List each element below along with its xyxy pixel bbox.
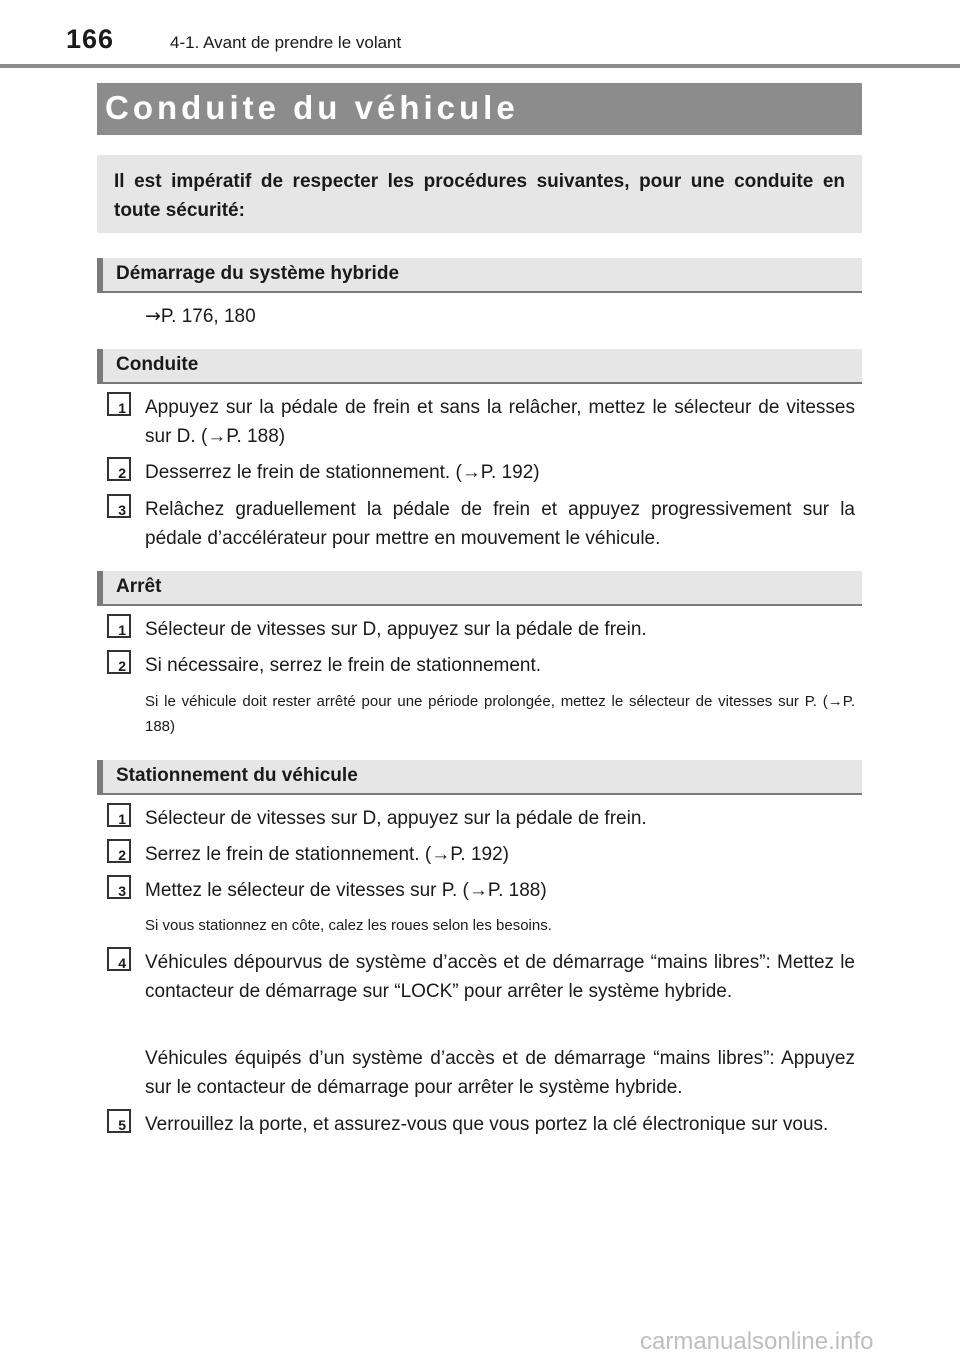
step-badge: 2	[107, 457, 131, 481]
arret-note: Si le véhicule doit rester arrêté pour une période prolongée, mettez le sélecteur de vitesses sur P. (→P. 188)	[145, 693, 855, 735]
watermark: carmanualsonline.info	[640, 1328, 874, 1355]
step-text: Desserrez le frein de stationnement. (→P. 192)	[145, 462, 540, 483]
step-badge: 1	[107, 614, 131, 638]
step-text: Véhicules dépourvus de système d’accès et de démarrage “mains libres”: Mettez le contacteur de démarrage sur “LOCK” pour arrêter le système hybride.	[145, 952, 855, 1002]
section-heading-stationnement: Stationnement du véhicule	[97, 760, 862, 795]
step-badge: 3	[107, 875, 131, 899]
step-badge: 3	[107, 494, 131, 518]
demarrage-reference	[145, 302, 855, 331]
section-heading-conduite: Conduite	[97, 349, 862, 384]
intro-box: Il est impératif de respecter les procédures suivantes, pour une conduite en toute sécurité:	[97, 155, 862, 233]
demarrage-ref-text: P. 176, 180	[160, 306, 256, 327]
step-text: Serrez le frein de stationnement. (→P. 192)	[145, 844, 510, 865]
breadcrumb: 4-1. Avant de prendre le volant	[170, 33, 402, 52]
section-heading-arret: Arrêt	[97, 571, 862, 606]
arrow-icon: →	[145, 305, 161, 327]
step-badge: 1	[107, 392, 131, 416]
step-text-continued: Véhicules équipés d’un système d’accès et de démarrage “mains libres”: Appuyez sur le contacteur de démarrage pour arrêter le système hybride.	[145, 1048, 855, 1098]
step-text: Verrouillez la porte, et assurez-vous que vous portez la clé électronique sur vous.	[145, 1114, 829, 1135]
step-badge: 5	[107, 1109, 131, 1133]
step-text: Sélecteur de vitesses sur D, appuyez sur la pédale de frein.	[145, 619, 647, 640]
step-text: Mettez le sélecteur de vitesses sur P. (→P. 188)	[145, 880, 547, 901]
step-text: Relâchez graduellement la pédale de frein et appuyez progressivement sur la pédale d’accélérateur pour mettre en mouvement le véhicule.	[145, 499, 855, 549]
stationnement-note: Si vous stationnez en côte, calez les roues selon les besoins.	[145, 917, 552, 934]
page-number: 166	[66, 24, 115, 54]
step-badge: 2	[107, 650, 131, 674]
step-text: Sélecteur de vitesses sur D, appuyez sur la pédale de frein.	[145, 808, 647, 829]
step-text: Si nécessaire, serrez le frein de stationnement.	[145, 655, 542, 676]
step-badge: 1	[107, 803, 131, 827]
page-title: Conduite du véhicule	[97, 83, 862, 135]
step-text: Appuyez sur la pédale de frein et sans la relâcher, mettez le sélecteur de vitesses sur D. (→P. 188)	[145, 397, 855, 447]
step-badge: 4	[107, 947, 131, 971]
step-badge: 2	[107, 839, 131, 863]
section-heading-demarrage: Démarrage du système hybride	[97, 258, 862, 293]
header-rule	[0, 64, 960, 68]
